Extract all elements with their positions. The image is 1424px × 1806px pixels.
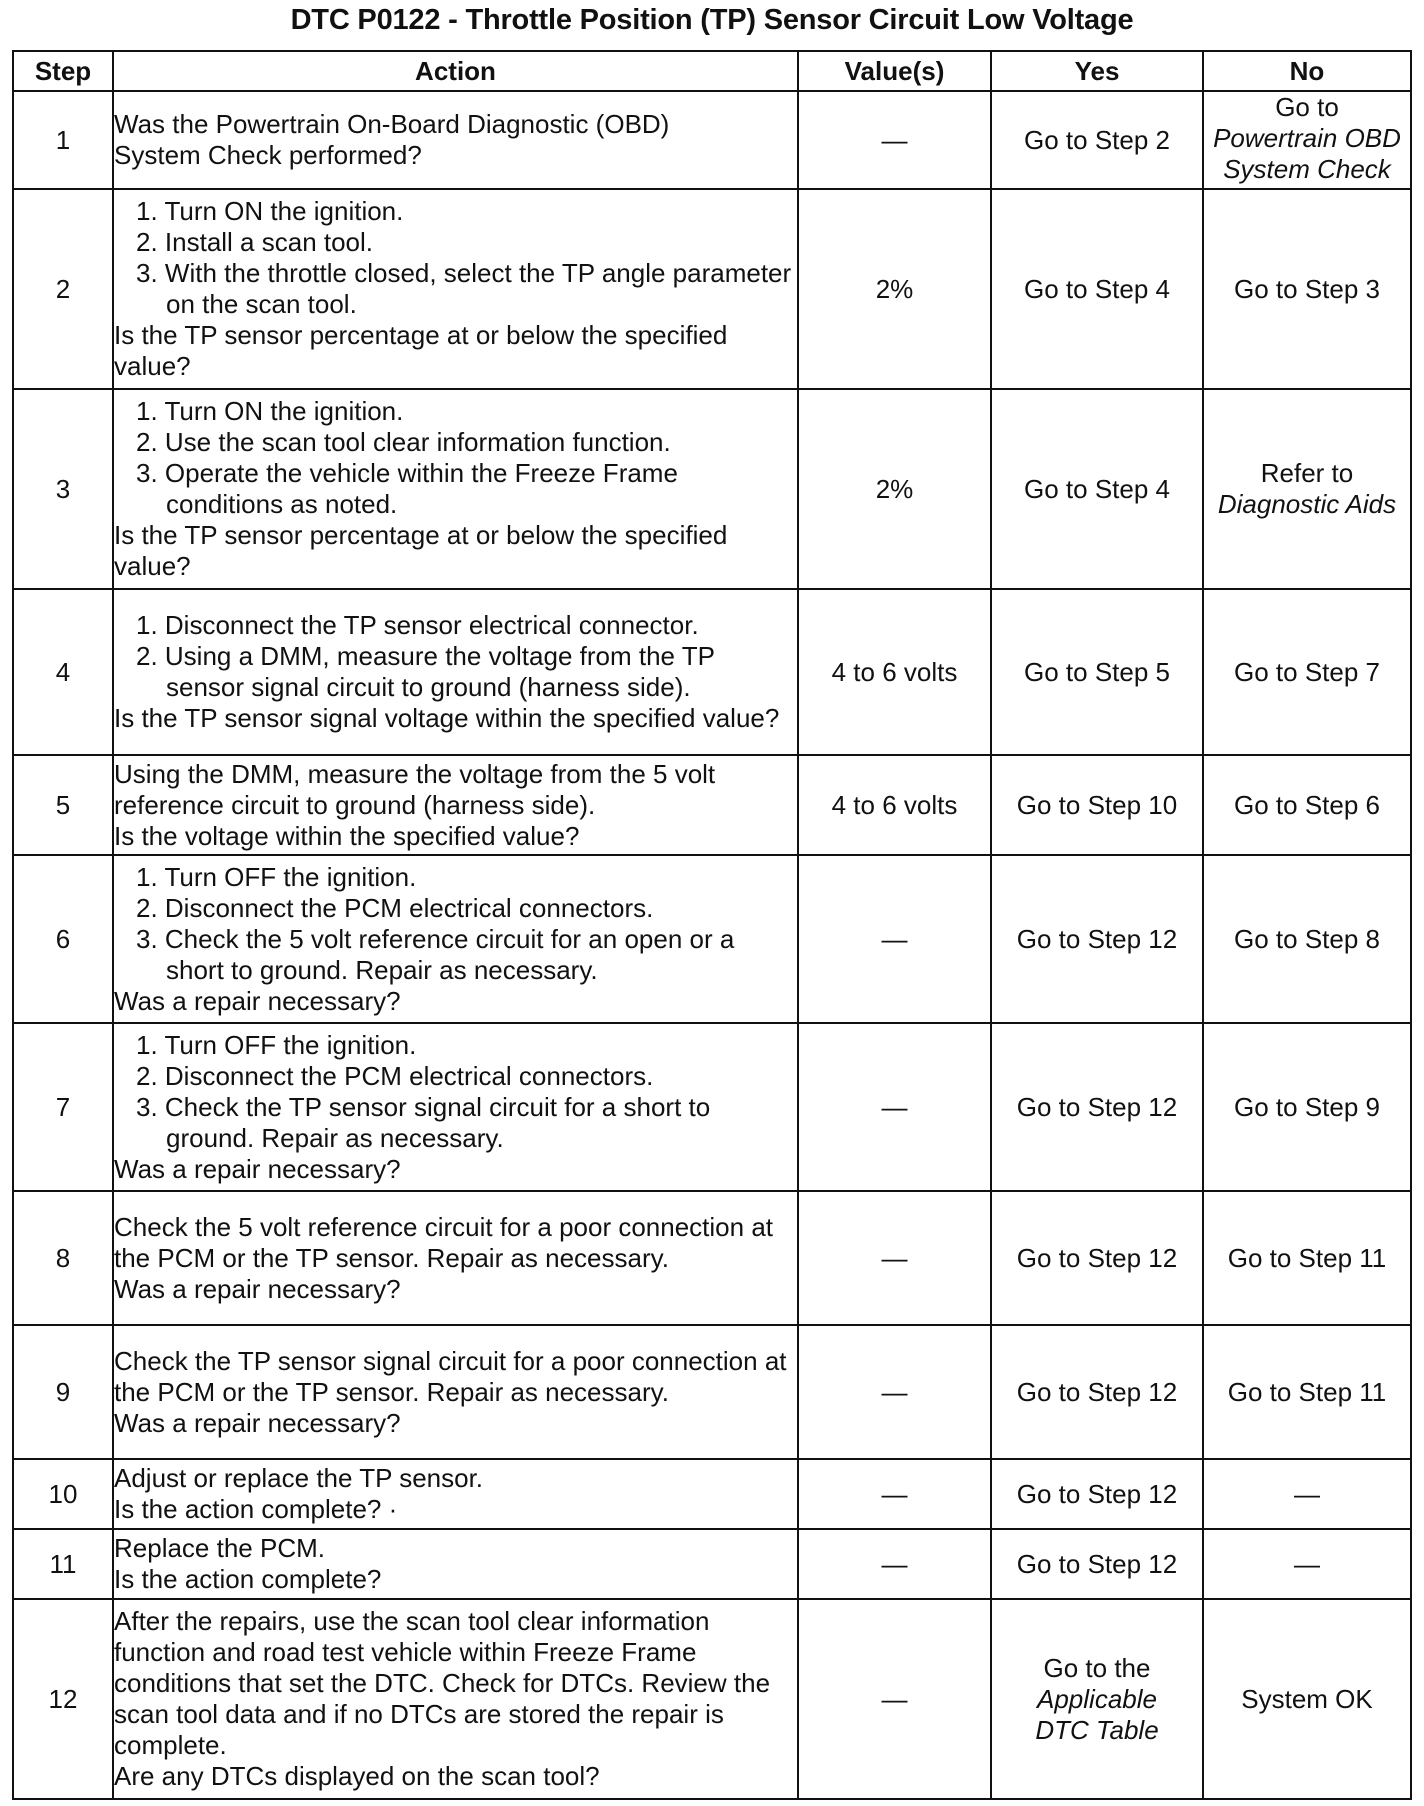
action-question: Was a repair necessary?: [114, 1407, 401, 1438]
action-question: Is the voltage within the specified value?: [114, 820, 580, 851]
table-row: [13, 1023, 1411, 1191]
yes-cell: Go to Step 12: [991, 1191, 1203, 1325]
action-substep: 1. Turn ON the ignition.: [136, 396, 404, 426]
value-cell: —: [798, 1023, 991, 1191]
action-question: Is the TP sensor percentage at or below the specified value?: [114, 520, 728, 581]
yes-text: Go to Step 2: [1024, 124, 1170, 155]
no-cell: System OK: [1203, 1599, 1411, 1799]
action-text: Check the 5 volt reference circuit for a poor connection at the PCM or the TP sensor. Repair as necessary.: [114, 1211, 774, 1273]
yes-cell: Go to Step 4: [991, 189, 1203, 389]
value-cell: 4 to 6 volts: [798, 589, 991, 755]
table-row: [13, 855, 1411, 1023]
no-cell: Go to Step 7: [1203, 589, 1411, 755]
header-step: Step: [13, 51, 113, 91]
step-number: 2: [13, 189, 113, 389]
action-substep: 1. Disconnect the TP sensor electrical connector.: [136, 610, 699, 640]
yes-text-link: DTC Table: [1035, 1714, 1159, 1745]
action-cell: [113, 1325, 798, 1459]
table-row: [13, 1459, 1411, 1529]
no-cell: [1203, 389, 1411, 589]
action-text: System Check performed?: [114, 140, 422, 170]
step-number: 7: [13, 1023, 113, 1191]
header-values: Value(s): [798, 51, 991, 91]
action-question: Was a repair necessary?: [114, 1273, 401, 1304]
no-text-link: Diagnostic Aids: [1217, 489, 1397, 519]
action-text: Check the TP sensor signal circuit for a poor connection at the PCM or the TP sensor. Repair as necessary.: [114, 1345, 787, 1407]
action-cell: [113, 589, 798, 755]
action-substep: 2. Use the scan tool clear information function.: [136, 427, 671, 457]
action-text: Using the DMM, measure the voltage from the 5 volt reference circuit to ground (harness side).: [114, 758, 716, 820]
step-number: 6: [13, 855, 113, 1023]
action-substep: 1. Turn OFF the ignition.: [136, 1029, 417, 1060]
value-cell: 4 to 6 volts: [798, 755, 991, 855]
yes-cell: Go to Step 12: [991, 1459, 1203, 1529]
table-row: [13, 189, 1411, 389]
action-question: Is the action complete?: [114, 1564, 382, 1594]
no-text-link: Powertrain OBD: [1213, 123, 1401, 153]
action-substep: 3. Operate the vehicle within the Freeze Frame conditions as noted.: [136, 458, 678, 519]
table-row: [13, 1325, 1411, 1459]
header-no: No: [1203, 51, 1411, 91]
action-cell: [113, 389, 798, 589]
no-cell: —: [1203, 1459, 1411, 1529]
action-text: After the repairs, use the scan tool clear information function and road test vehicle within Freeze Frame conditions that set the DTC. Check for DTCs. Review the scan tool data and if no DTCs are stored the repair is complete.: [114, 1606, 771, 1760]
action-text: Replace the PCM.: [114, 1533, 325, 1563]
action-text: Adjust or replace the TP sensor.: [114, 1463, 484, 1493]
header-yes: Yes: [991, 51, 1203, 91]
action-text: Was the Powertrain On-Board Diagnostic (OBD): [114, 109, 670, 139]
value-cell: —: [798, 855, 991, 1023]
action-substep: 1. Turn ON the ignition.: [136, 196, 404, 226]
action-cell: [113, 1529, 798, 1599]
step-number: 4: [13, 589, 113, 755]
action-question: Was a repair necessary?: [114, 1153, 401, 1184]
yes-cell: Go to Step 12: [991, 855, 1203, 1023]
action-question: Is the action complete? ·: [114, 1494, 398, 1524]
yes-cell: Go to Step 12: [991, 1529, 1203, 1599]
step-number: 12: [13, 1599, 113, 1799]
no-cell: Go to Step 6: [1203, 755, 1411, 855]
action-substep: 1. Turn OFF the ignition.: [136, 861, 417, 892]
step-number: 1: [13, 91, 113, 189]
yes-cell: Go to Step 10: [991, 755, 1203, 855]
step-number: 10: [13, 1459, 113, 1529]
yes-text-link: Applicable: [1037, 1683, 1157, 1714]
value-cell: —: [798, 91, 991, 189]
yes-text: Go to the: [1043, 1652, 1151, 1683]
yes-cell: Go to Step 4: [991, 389, 1203, 589]
no-cell: [1203, 91, 1411, 189]
value-cell: —: [798, 1325, 991, 1459]
action-substep: 3. With the throttle closed, select the TP angle parameter on the scan tool.: [136, 258, 792, 319]
yes-cell: [991, 1599, 1203, 1799]
action-question: Are any DTCs displayed on the scan tool?: [114, 1761, 600, 1791]
step-number: 5: [13, 755, 113, 855]
action-substep: 2. Install a scan tool.: [136, 227, 374, 257]
value-cell: —: [798, 1459, 991, 1529]
no-text-link: System Check: [1223, 154, 1391, 184]
yes-cell: Go to Step 12: [991, 1325, 1203, 1459]
action-cell: [113, 1459, 798, 1529]
no-cell: Go to Step 11: [1203, 1191, 1411, 1325]
value-cell: 2%: [798, 189, 991, 389]
no-text: Go to: [1275, 92, 1339, 122]
no-cell: Go to Step 9: [1203, 1023, 1411, 1191]
action-cell: [113, 1023, 798, 1191]
action-question: Is the TP sensor percentage at or below the specified value?: [114, 320, 728, 381]
action-cell: [113, 189, 798, 389]
table-row: [13, 389, 1411, 589]
table-row: [13, 755, 1411, 855]
page-title: DTC P0122 - Throttle Position (TP) Sensor Circuit Low Voltage: [290, 4, 1134, 36]
action-cell: [113, 1599, 798, 1799]
value-cell: 2%: [798, 389, 991, 589]
step-number: 3: [13, 389, 113, 589]
action-question: Is the TP sensor signal voltage within the specified value?: [114, 703, 780, 733]
action-cell: [113, 855, 798, 1023]
yes-cell: Go to Step 5: [991, 589, 1203, 755]
no-cell: —: [1203, 1529, 1411, 1599]
value-cell: —: [798, 1529, 991, 1599]
value-cell: —: [798, 1599, 991, 1799]
diagnostic-table: [12, 50, 1412, 1800]
yes-cell: [991, 91, 1203, 189]
step-number: 11: [13, 1529, 113, 1599]
step-number: 9: [13, 1325, 113, 1459]
yes-cell: Go to Step 12: [991, 1023, 1203, 1191]
header-action: Action: [113, 51, 798, 91]
action-substep: 3. Check the TP sensor signal circuit for a short to ground. Repair as necessary.: [136, 1091, 711, 1153]
no-cell: Go to Step 11: [1203, 1325, 1411, 1459]
table-row: [13, 589, 1411, 755]
table-row: [13, 1529, 1411, 1599]
table-row: [13, 91, 1411, 189]
action-substep: 2. Disconnect the PCM electrical connectors.: [136, 892, 654, 923]
table-row: [13, 1599, 1411, 1799]
table-header-row: [13, 51, 1411, 91]
no-cell: Go to Step 3: [1203, 189, 1411, 389]
action-substep: 2. Using a DMM, measure the voltage from the TP sensor signal circuit to ground (harness side).: [136, 641, 715, 702]
value-cell: —: [798, 1191, 991, 1325]
action-question: Was a repair necessary?: [114, 985, 401, 1016]
action-substep: 3. Check the 5 volt reference circuit for an open or a short to ground. Repair as necessary.: [136, 923, 735, 985]
action-substep: 2. Disconnect the PCM electrical connectors.: [136, 1060, 654, 1091]
table-row: [13, 1191, 1411, 1325]
action-cell: [113, 755, 798, 855]
step-number: 8: [13, 1191, 113, 1325]
no-text: Refer to: [1260, 458, 1354, 488]
action-cell: [113, 1191, 798, 1325]
no-cell: Go to Step 8: [1203, 855, 1411, 1023]
action-cell: [113, 91, 798, 189]
